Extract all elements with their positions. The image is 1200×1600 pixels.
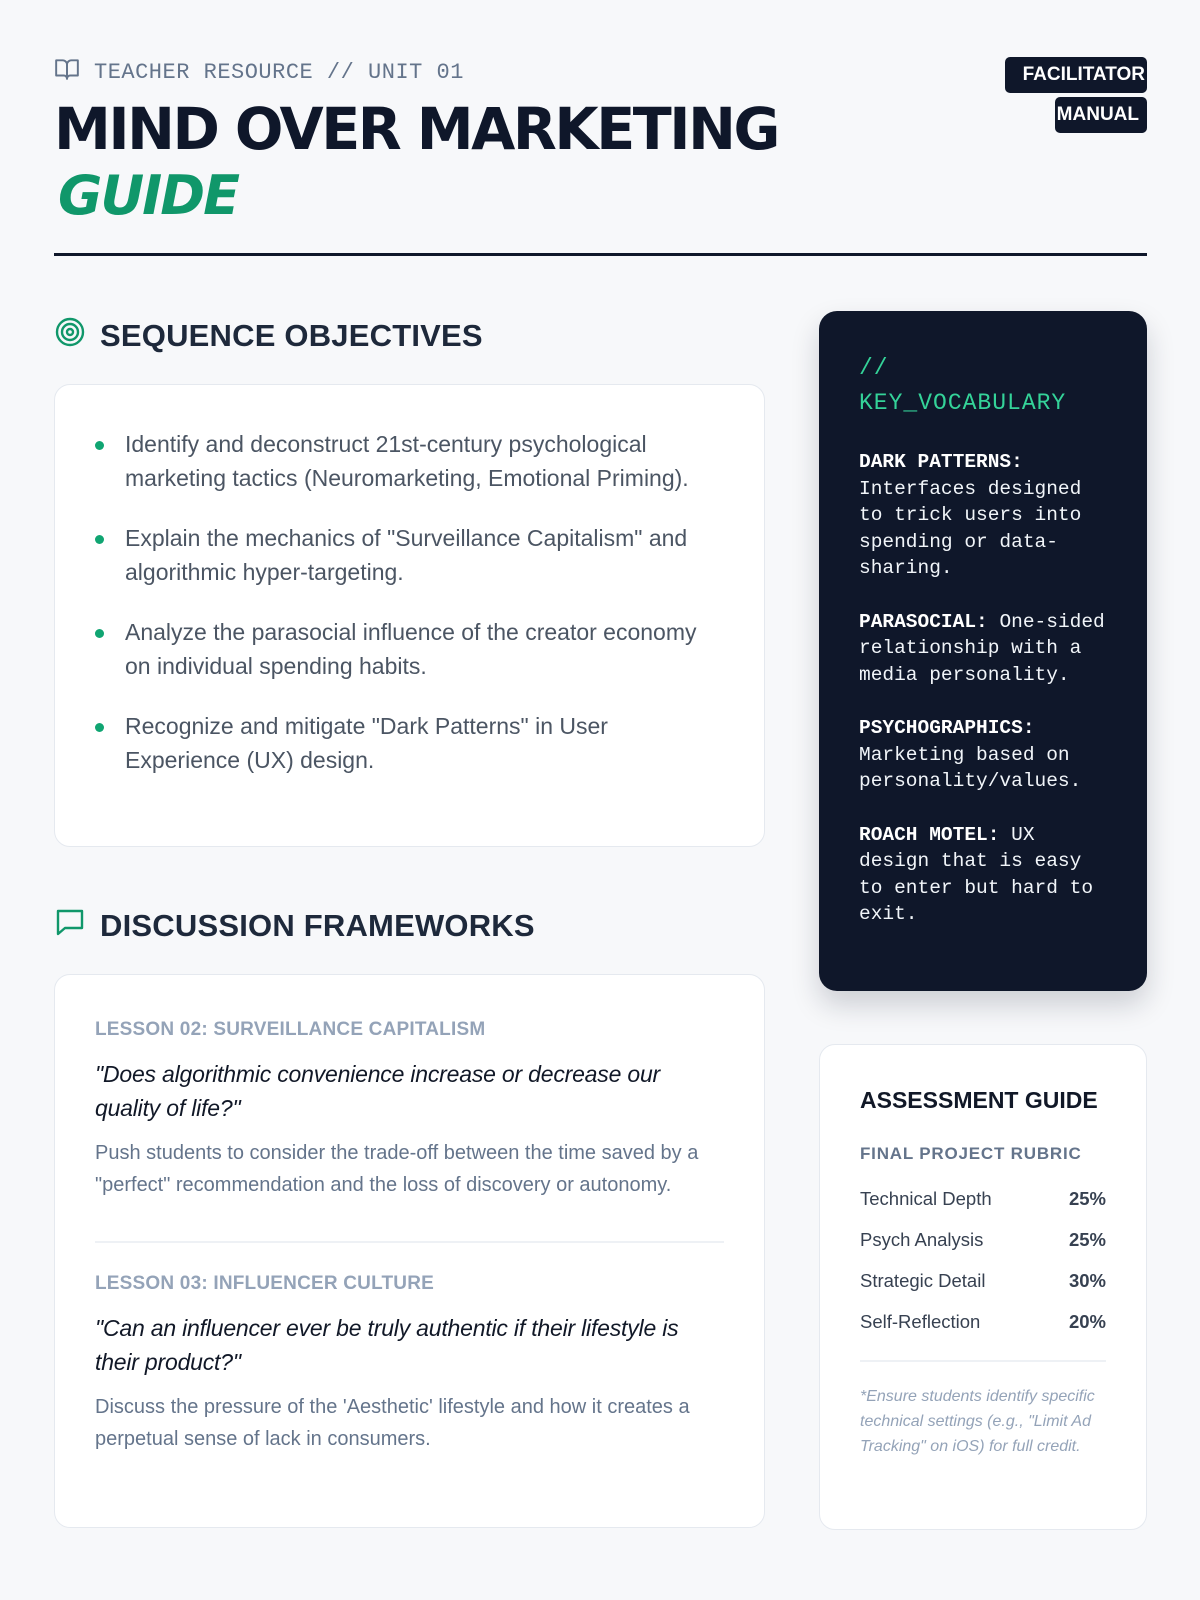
lesson-description: Discuss the pressure of the 'Aesthetic' lifestyle and how it creates a perpetual sense of lack in consumers. <box>95 1395 690 1450</box>
vocabulary-entry <box>859 822 1109 928</box>
objective-item: Identify and deconstruct 21st-century psychological marketing tactics (Neuromarketing, Emotional Priming). <box>95 427 724 495</box>
objectives-card <box>54 384 765 847</box>
badge-line-2: MANUAL <box>1055 97 1147 133</box>
objectives-heading <box>54 316 483 356</box>
vocabulary-entry <box>859 609 1109 689</box>
vocabulary-entry <box>859 449 1109 582</box>
rubric-weight: 30% <box>1068 1269 1106 1291</box>
objectives-heading-text: SEQUENCE OBJECTIVES <box>100 318 483 353</box>
assessment-note: *Ensure students identify specific technical settings (e.g., "Limit Ad Tracking" on iOS) for full credit. <box>860 1387 1095 1455</box>
vocabulary-definition: UX design that is easy to enter but hard to exit. <box>859 823 1094 925</box>
header-divider <box>54 253 1147 256</box>
vocabulary-panel <box>819 311 1147 991</box>
lesson-description: Push students to consider the trade-off between the time saved by a "perfect" recommendation and the loss of discovery or autonomy. <box>95 1142 699 1196</box>
assessment-title: ASSESSMENT GUIDE <box>860 1087 1098 1113</box>
objective-item: Recognize and mitigate "Dark Patterns" in User Experience (UX) design. <box>95 709 724 777</box>
lesson-label: LESSON 02: SURVEILLANCE CAPITALISM <box>95 1019 486 1040</box>
speech-bubble-icon <box>54 906 86 946</box>
page-title: MIND OVER MARKETING <box>54 95 778 163</box>
vocabulary-term: ROACH MOTEL: <box>859 823 1000 846</box>
lesson-question: "Can an influencer ever be truly authentic if their lifestyle is their product?" <box>95 1314 679 1375</box>
rubric-row <box>860 1260 1106 1301</box>
open-book-icon <box>54 56 80 89</box>
vocabulary-title: // KEY_VOCABULARY <box>859 355 1067 416</box>
rubric-criterion: Self-Reflection <box>860 1310 981 1332</box>
discussion-heading-text: DISCUSSION FRAMEWORKS <box>100 908 535 943</box>
eyebrow <box>54 56 464 89</box>
vocabulary-term: PSYCHOGRAPHICS: <box>859 717 1035 739</box>
rubric-criterion: Technical Depth <box>860 1187 992 1209</box>
badge-line-1: FACILITATOR <box>1005 57 1147 93</box>
vocabulary-term: PARASOCIAL: <box>859 610 988 633</box>
page <box>54 0 1147 1600</box>
vocabulary-definition: Interfaces designed to trick users into spending or data-sharing. <box>859 477 1082 579</box>
vocabulary-entry <box>859 715 1109 795</box>
rubric-weight: 20% <box>1068 1310 1106 1332</box>
lesson-divider <box>95 1241 724 1243</box>
target-icon <box>54 316 86 356</box>
discussion-card <box>54 974 765 1528</box>
rubric-weight: 25% <box>1068 1187 1106 1209</box>
rubric-row <box>860 1178 1106 1219</box>
lesson-label: LESSON 03: INFLUENCER CULTURE <box>95 1272 435 1294</box>
rubric-criterion: Strategic Detail <box>860 1269 986 1291</box>
discussion-heading <box>54 906 535 946</box>
vocabulary-definition: One-sided relationship with a media personality. <box>859 610 1105 686</box>
rubric-row <box>860 1301 1106 1342</box>
eyebrow-text: TEACHER RESOURCE // UNIT 01 <box>94 60 464 85</box>
vocabulary-term: DARK PATTERNS: <box>859 451 1023 473</box>
assessment-divider <box>860 1360 1106 1362</box>
lesson-block <box>95 1019 724 1201</box>
rubric-row <box>860 1219 1106 1260</box>
objective-item: Analyze the parasocial influence of the creator economy on individual spending habits. <box>95 615 724 683</box>
objective-item: Explain the mechanics of "Surveillance Capitalism" and algorithmic hyper-targeting. <box>95 521 724 589</box>
lesson-question: "Does algorithmic convenience increase or decrease our quality of life?" <box>95 1061 660 1121</box>
vocabulary-definition: Marketing based on personality/values. <box>859 743 1082 792</box>
rubric-criterion: Psych Analysis <box>860 1228 984 1250</box>
facilitator-badge <box>1005 57 1147 133</box>
rubric-label: FINAL PROJECT RUBRIC <box>860 1144 1082 1163</box>
lesson-block <box>95 1273 724 1455</box>
assessment-card <box>819 1044 1147 1530</box>
objectives-list <box>95 427 724 777</box>
rubric-weight: 25% <box>1068 1228 1106 1250</box>
page-title-accent: GUIDE <box>58 164 238 227</box>
